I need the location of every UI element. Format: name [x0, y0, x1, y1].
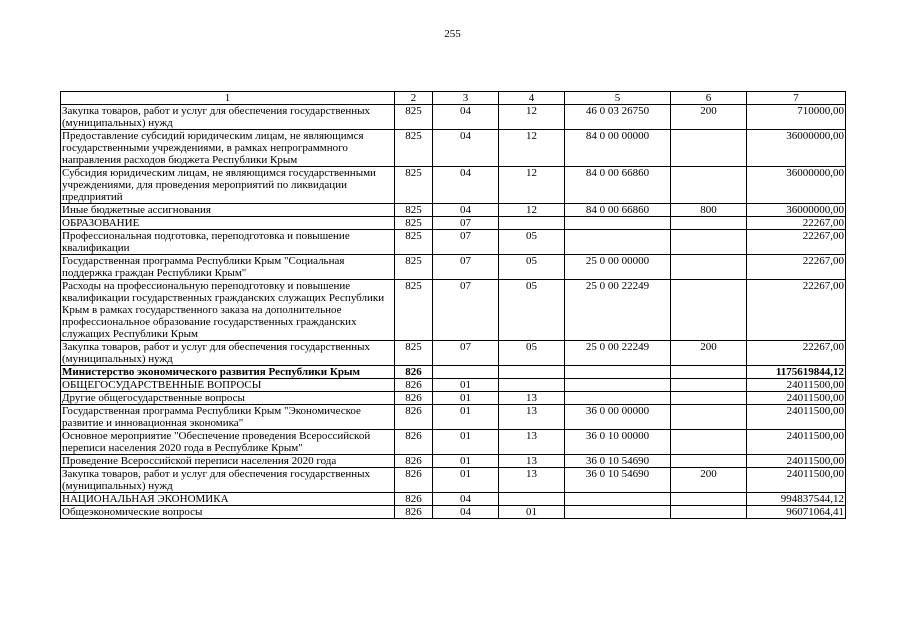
row-subsection: 12 — [499, 130, 565, 167]
row-code: 825 — [395, 217, 433, 230]
row-code: 825 — [395, 204, 433, 217]
row-name: Основное мероприятие "Обеспечение проведения Всероссийской переписи населения 2020 года в Республике Крым" — [61, 430, 395, 455]
row-amount: 22267,00 — [747, 341, 846, 366]
row-amount: 22267,00 — [747, 230, 846, 255]
row-section — [433, 366, 499, 379]
row-code: 826 — [395, 493, 433, 506]
row-section: 04 — [433, 105, 499, 130]
row-section: 04 — [433, 506, 499, 519]
row-section: 04 — [433, 493, 499, 506]
row-amount: 36000000,00 — [747, 204, 846, 217]
row-code: 825 — [395, 130, 433, 167]
row-subsection: 13 — [499, 405, 565, 430]
row-target-code: 36 0 10 00000 — [565, 430, 671, 455]
row-name: Общеэкономические вопросы — [61, 506, 395, 519]
row-subsection: 05 — [499, 341, 565, 366]
page-number: 255 — [444, 28, 461, 40]
row-expense-type — [671, 379, 747, 392]
row-code: 825 — [395, 230, 433, 255]
row-expense-type — [671, 280, 747, 341]
table-row — [61, 341, 846, 366]
row-target-code: 84 0 00 66860 — [565, 204, 671, 217]
row-subsection: 12 — [499, 204, 565, 217]
row-expense-type — [671, 366, 747, 379]
header-col-3: 3 — [433, 92, 499, 105]
row-target-code: 36 0 10 54690 — [565, 468, 671, 493]
row-amount: 24011500,00 — [747, 455, 846, 468]
row-code: 826 — [395, 366, 433, 379]
row-subsection — [499, 379, 565, 392]
row-expense-type — [671, 405, 747, 430]
row-code: 825 — [395, 105, 433, 130]
table-row — [61, 366, 846, 379]
row-code: 825 — [395, 341, 433, 366]
table-row — [61, 230, 846, 255]
row-section: 04 — [433, 204, 499, 217]
budget-table — [60, 91, 846, 519]
row-name: Субсидия юридическим лицам, не являющимся государственными учреждениями, для проведения мероприятий по ликвидации предприятий — [61, 167, 395, 204]
row-amount: 24011500,00 — [747, 468, 846, 493]
row-section: 07 — [433, 280, 499, 341]
row-target-code — [565, 506, 671, 519]
row-subsection: 13 — [499, 392, 565, 405]
row-name: ОБЩЕГОСУДАРСТВЕННЫЕ ВОПРОСЫ — [61, 379, 395, 392]
table-row — [61, 130, 846, 167]
row-subsection — [499, 493, 565, 506]
row-name: Профессиональная подготовка, переподготовка и повышение квалификации — [61, 230, 395, 255]
table-row — [61, 430, 846, 455]
row-amount: 22267,00 — [747, 217, 846, 230]
table-row — [61, 217, 846, 230]
table-row — [61, 204, 846, 217]
row-code: 825 — [395, 280, 433, 341]
row-target-code: 36 0 10 54690 — [565, 455, 671, 468]
row-name: Проведение Всероссийской переписи населения 2020 года — [61, 455, 395, 468]
row-section: 01 — [433, 430, 499, 455]
row-subsection — [499, 217, 565, 230]
row-section: 01 — [433, 455, 499, 468]
row-section: 04 — [433, 167, 499, 204]
row-amount: 36000000,00 — [747, 167, 846, 204]
header-col-5: 5 — [565, 92, 671, 105]
row-target-code: 25 0 00 22249 — [565, 280, 671, 341]
table-row — [61, 255, 846, 280]
row-expense-type — [671, 230, 747, 255]
table-row — [61, 493, 846, 506]
row-expense-type — [671, 430, 747, 455]
row-section: 07 — [433, 255, 499, 280]
table-row — [61, 468, 846, 493]
row-code: 825 — [395, 255, 433, 280]
table-row — [61, 455, 846, 468]
row-subsection: 12 — [499, 105, 565, 130]
row-target-code: 25 0 00 22249 — [565, 341, 671, 366]
row-name: Закупка товаров, работ и услуг для обеспечения государственных (муниципальных) нужд — [61, 468, 395, 493]
table-body — [61, 105, 846, 519]
row-subsection — [499, 366, 565, 379]
row-amount: 36000000,00 — [747, 130, 846, 167]
row-amount: 24011500,00 — [747, 392, 846, 405]
row-target-code: 25 0 00 00000 — [565, 255, 671, 280]
row-subsection: 13 — [499, 430, 565, 455]
row-target-code — [565, 217, 671, 230]
row-section: 07 — [433, 217, 499, 230]
row-expense-type: 200 — [671, 468, 747, 493]
row-name: Предоставление субсидий юридическим лицам, не являющимся государственными учреждениями, в рамках непрограммного направления расходов бюджета Республики Крым — [61, 130, 395, 167]
row-subsection: 12 — [499, 167, 565, 204]
header-col-2: 2 — [395, 92, 433, 105]
row-amount: 710000,00 — [747, 105, 846, 130]
row-section: 07 — [433, 230, 499, 255]
row-code: 826 — [395, 468, 433, 493]
row-expense-type — [671, 217, 747, 230]
table-row — [61, 105, 846, 130]
header-col-6: 6 — [671, 92, 747, 105]
row-amount: 24011500,00 — [747, 379, 846, 392]
header-col-7: 7 — [747, 92, 846, 105]
row-target-code — [565, 366, 671, 379]
header-col-1: 1 — [61, 92, 395, 105]
row-code: 826 — [395, 506, 433, 519]
row-subsection: 01 — [499, 506, 565, 519]
row-target-code: 36 0 00 00000 — [565, 405, 671, 430]
row-section: 07 — [433, 341, 499, 366]
table-row — [61, 405, 846, 430]
row-expense-type: 800 — [671, 204, 747, 217]
row-name: ОБРАЗОВАНИЕ — [61, 217, 395, 230]
row-amount: 22267,00 — [747, 255, 846, 280]
row-name: Расходы на профессиональную переподготовку и повышение квалификации государственных гражданских служащих Республики Крым в рамках государственного заказа на дополнительное профессиональное образование государственных гражданских служащих Республики Крым — [61, 280, 395, 341]
row-section: 01 — [433, 468, 499, 493]
row-amount: 22267,00 — [747, 280, 846, 341]
table-row — [61, 392, 846, 405]
row-expense-type: 200 — [671, 105, 747, 130]
row-code: 826 — [395, 430, 433, 455]
row-target-code — [565, 230, 671, 255]
row-expense-type — [671, 392, 747, 405]
row-code: 826 — [395, 455, 433, 468]
row-section: 01 — [433, 379, 499, 392]
row-code: 826 — [395, 405, 433, 430]
row-name: Министерство экономического развития Республики Крым — [61, 366, 395, 379]
row-expense-type — [671, 130, 747, 167]
row-name: НАЦИОНАЛЬНАЯ ЭКОНОМИКА — [61, 493, 395, 506]
table-row — [61, 167, 846, 204]
row-name: Иные бюджетные ассигнования — [61, 204, 395, 217]
row-code: 826 — [395, 392, 433, 405]
row-amount: 994837544,12 — [747, 493, 846, 506]
row-section: 01 — [433, 392, 499, 405]
row-amount: 1175619844,12 — [747, 366, 846, 379]
row-subsection: 05 — [499, 255, 565, 280]
row-expense-type — [671, 493, 747, 506]
row-target-code — [565, 379, 671, 392]
row-target-code — [565, 392, 671, 405]
row-name: Государственная программа Республики Крым "Экономическое развитие и инновационная экономика" — [61, 405, 395, 430]
table-row — [61, 280, 846, 341]
row-expense-type: 200 — [671, 341, 747, 366]
row-code: 826 — [395, 379, 433, 392]
row-name: Другие общегосударственные вопросы — [61, 392, 395, 405]
table-header-row — [61, 92, 846, 105]
row-expense-type — [671, 506, 747, 519]
row-code: 825 — [395, 167, 433, 204]
row-amount: 96071064,41 — [747, 506, 846, 519]
row-subsection: 13 — [499, 455, 565, 468]
header-col-4: 4 — [499, 92, 565, 105]
row-section: 04 — [433, 130, 499, 167]
row-amount: 24011500,00 — [747, 430, 846, 455]
row-expense-type — [671, 255, 747, 280]
table-row — [61, 379, 846, 392]
row-subsection: 05 — [499, 230, 565, 255]
table-row — [61, 506, 846, 519]
row-name: Закупка товаров, работ и услуг для обеспечения государственных (муниципальных) нужд — [61, 341, 395, 366]
row-name: Государственная программа Республики Крым "Социальная поддержка граждан Республики Крым" — [61, 255, 395, 280]
row-target-code: 46 0 03 26750 — [565, 105, 671, 130]
row-section: 01 — [433, 405, 499, 430]
row-subsection: 05 — [499, 280, 565, 341]
row-amount: 24011500,00 — [747, 405, 846, 430]
row-name: Закупка товаров, работ и услуг для обеспечения государственных (муниципальных) нужд — [61, 105, 395, 130]
row-target-code — [565, 493, 671, 506]
row-target-code: 84 0 00 00000 — [565, 130, 671, 167]
row-expense-type — [671, 455, 747, 468]
row-target-code: 84 0 00 66860 — [565, 167, 671, 204]
row-expense-type — [671, 167, 747, 204]
row-subsection: 13 — [499, 468, 565, 493]
